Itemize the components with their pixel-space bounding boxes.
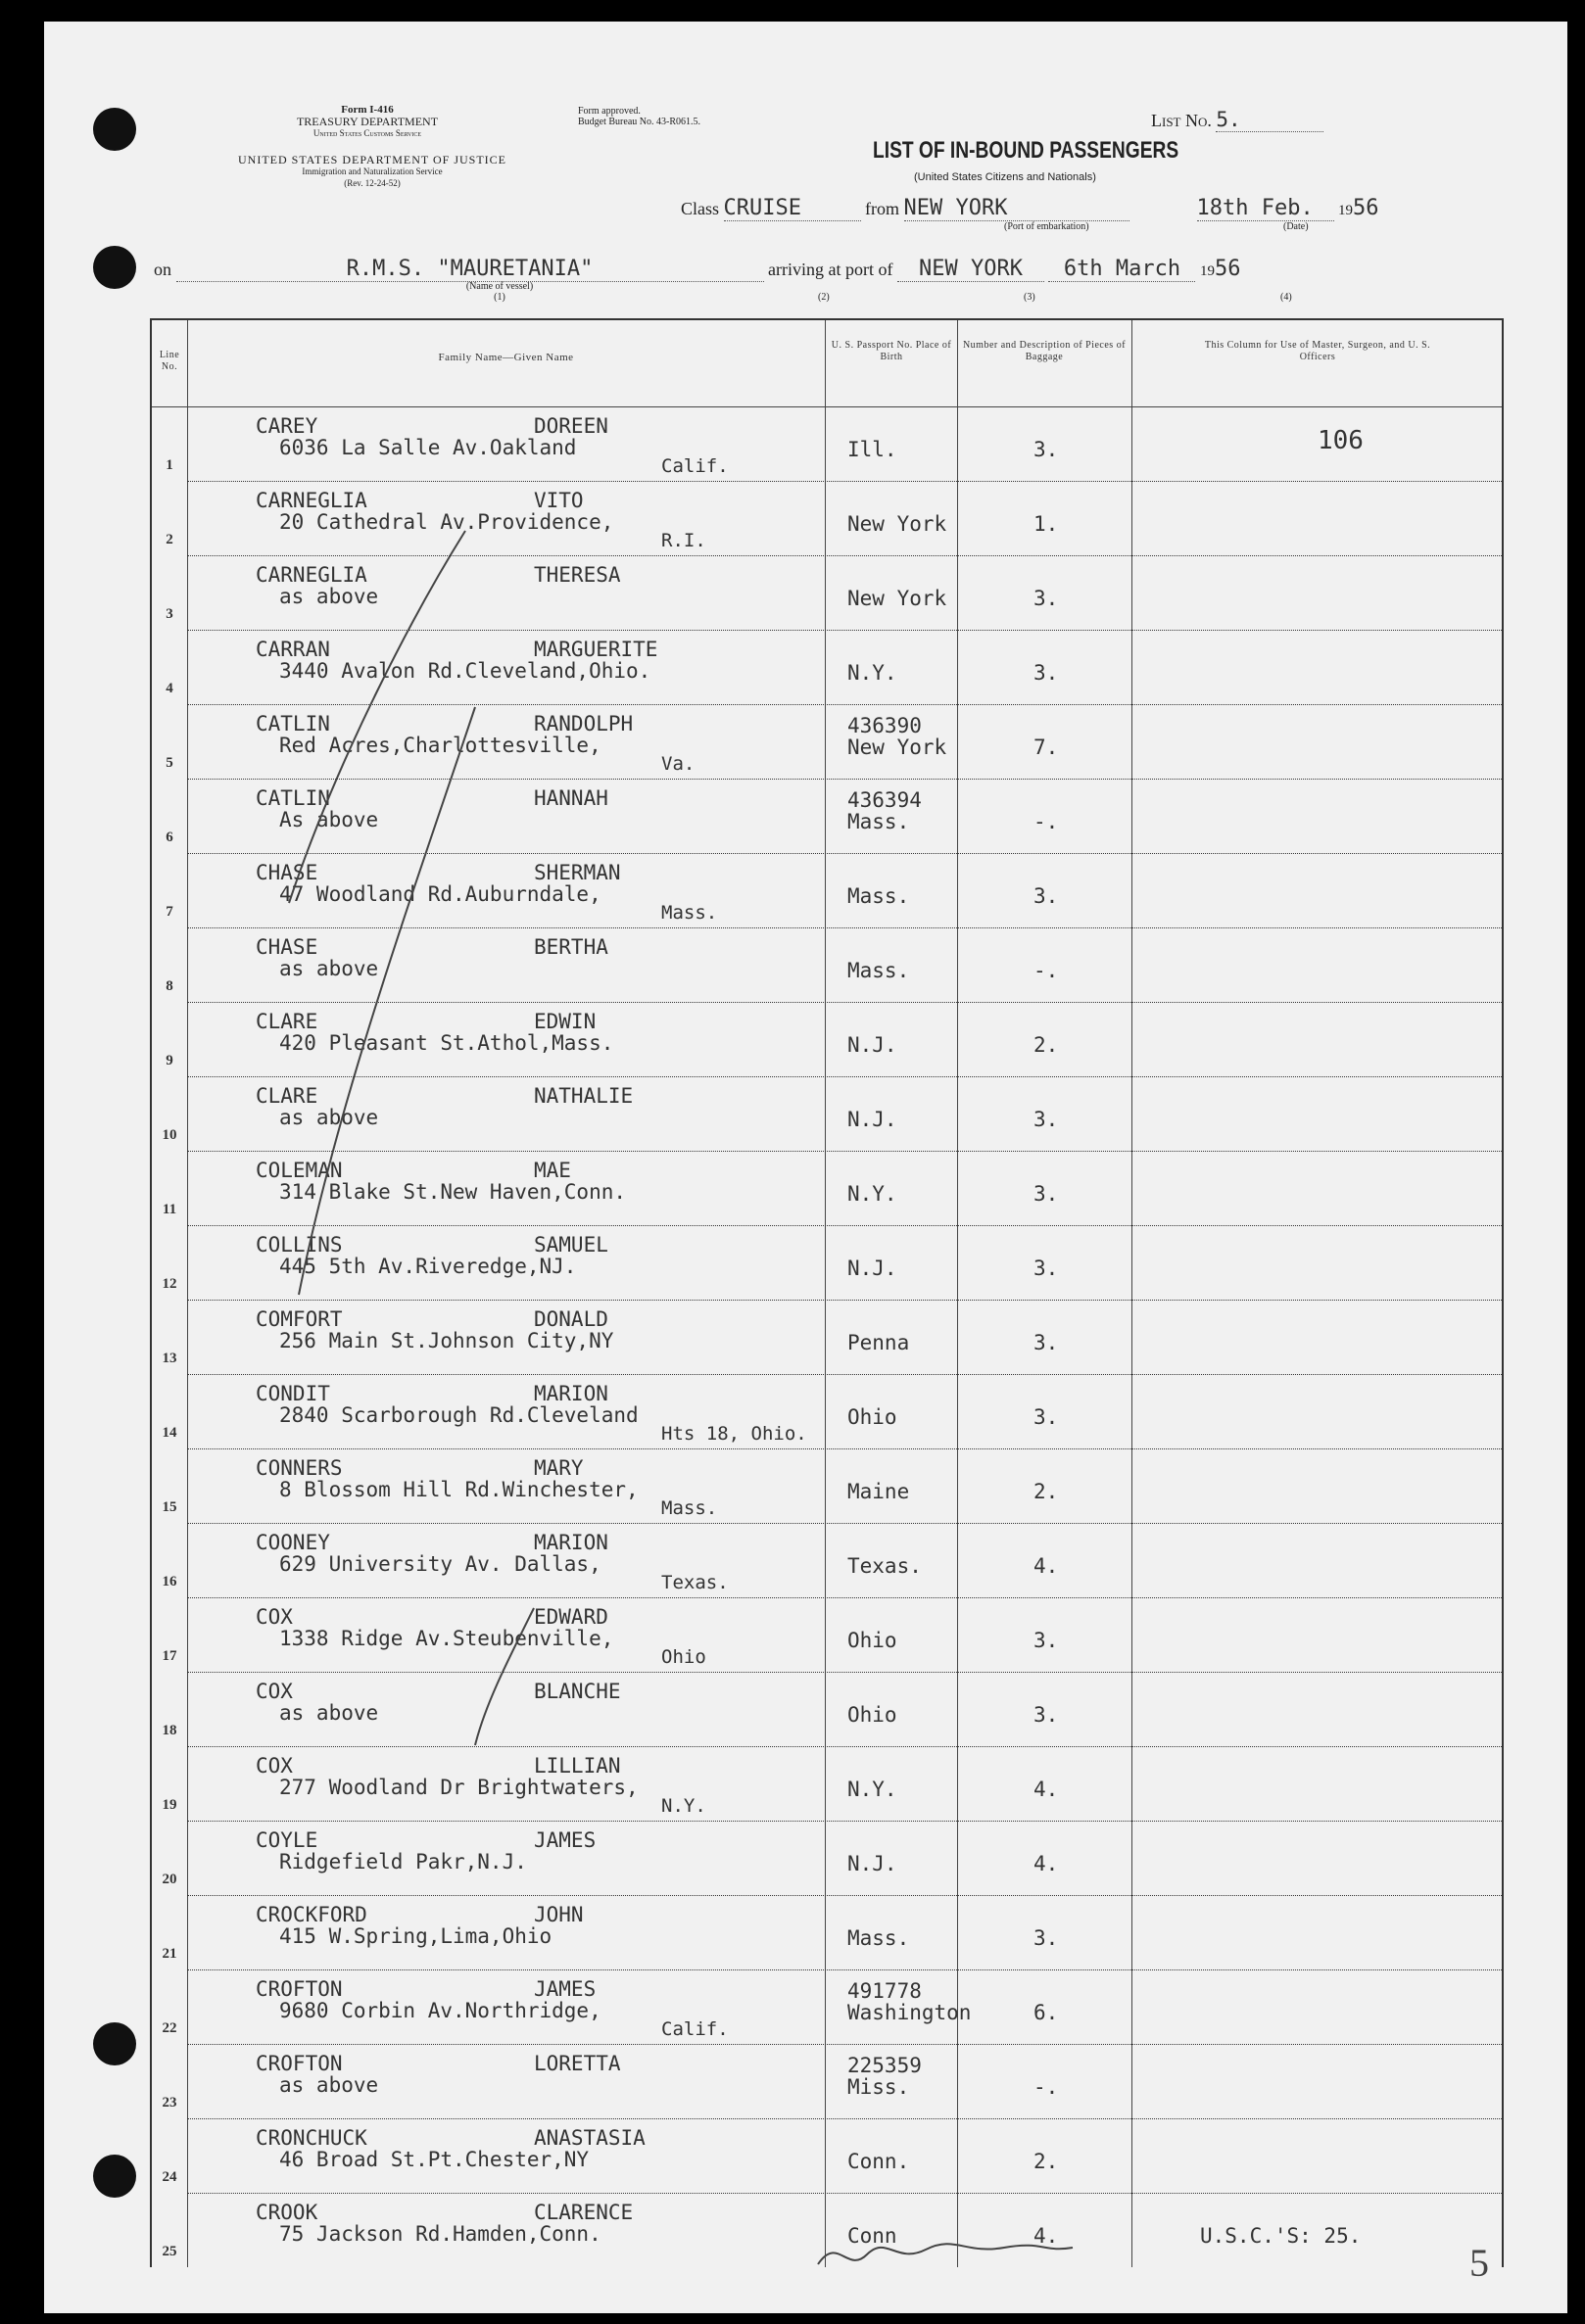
baggage-count: 3. bbox=[1033, 1926, 1059, 1950]
officer-note: U.S.C.'S: 25. bbox=[1200, 2224, 1362, 2248]
check-stroke bbox=[475, 1608, 534, 1745]
line-number: 12 bbox=[162, 1276, 177, 1292]
baggage-count: 2. bbox=[1033, 2150, 1059, 2173]
given-name: MARGUERITE bbox=[534, 638, 658, 661]
line-number: 7 bbox=[166, 904, 173, 920]
page-title: LIST OF IN-BOUND PASSENGERS bbox=[873, 137, 1179, 164]
family-name: CROCKFORD bbox=[256, 1903, 367, 1926]
col-header-name: Family Name—Given Name bbox=[438, 352, 574, 363]
given-name: EDWARD bbox=[534, 1605, 608, 1629]
given-name: THERESA bbox=[534, 563, 621, 587]
place-of-birth: N.Y. bbox=[847, 661, 897, 685]
place-of-birth: New York bbox=[847, 735, 947, 759]
col-num-4: (4) bbox=[1280, 292, 1292, 303]
place-of-birth: Ohio bbox=[847, 1629, 897, 1652]
justice-label: UNITED STATES DEPARTMENT OF JUSTICE bbox=[237, 153, 506, 166]
place-of-birth: New York bbox=[847, 587, 947, 610]
baggage-count: 7. bbox=[1033, 735, 1059, 759]
address-line-1: 415 W.Spring,Lima,Ohio bbox=[279, 1924, 552, 1948]
place-of-birth: Mass. bbox=[847, 884, 910, 908]
address-line-1: 256 Main St.Johnson City,NY bbox=[279, 1329, 614, 1352]
line-number: 8 bbox=[166, 978, 173, 994]
address-line-2: N.Y. bbox=[661, 1795, 706, 1817]
date-caption: (Date) bbox=[1283, 221, 1309, 232]
address-line-1: 420 Pleasant St.Athol,Mass. bbox=[279, 1031, 614, 1055]
given-name: JOHN bbox=[534, 1903, 584, 1926]
place-of-birth: N.Y. bbox=[847, 1778, 897, 1801]
form-number: Form I-416 bbox=[341, 104, 394, 116]
family-name: COMFORT bbox=[256, 1307, 343, 1331]
baggage-count: -. bbox=[1033, 959, 1059, 982]
family-name: CONDIT bbox=[256, 1382, 330, 1405]
given-name: MARY bbox=[534, 1456, 584, 1480]
family-name: CARNEGLIA bbox=[256, 563, 367, 587]
given-name: RANDOLPH bbox=[534, 712, 634, 735]
place-of-birth: Texas. bbox=[847, 1554, 922, 1578]
address-line-2: R.I. bbox=[661, 530, 706, 551]
baggage-count: 4. bbox=[1033, 1852, 1059, 1875]
place-of-birth: N.Y. bbox=[847, 1182, 897, 1206]
address-line-1: as above bbox=[279, 957, 379, 980]
line-number: 9 bbox=[166, 1053, 173, 1068]
passport-number: 491778 bbox=[847, 1979, 922, 2003]
customs-label: United States Customs Service bbox=[312, 128, 422, 138]
family-name: CARNEGLIA bbox=[256, 489, 367, 512]
address-line-1: as above bbox=[279, 1106, 379, 1129]
line-number: 16 bbox=[162, 1574, 177, 1589]
given-name: BLANCHE bbox=[534, 1680, 621, 1703]
given-name: CLARENCE bbox=[534, 2201, 634, 2224]
address-line-1: as above bbox=[279, 2073, 379, 2097]
given-name: ANASTASIA bbox=[534, 2126, 646, 2150]
baggage-count: 3. bbox=[1033, 438, 1059, 461]
class-label: Class bbox=[681, 199, 720, 218]
address-line-1: 277 Woodland Dr Brightwaters, bbox=[279, 1776, 639, 1799]
budget-bureau: Budget Bureau No. 43-R061.5. bbox=[578, 117, 700, 127]
year-prefix: 19 bbox=[1199, 263, 1215, 279]
baggage-count: 3. bbox=[1033, 1108, 1059, 1131]
address-line-2: Calif. bbox=[661, 2018, 729, 2040]
family-name: CATLIN bbox=[256, 786, 330, 810]
given-name: LILLIAN bbox=[534, 1754, 621, 1778]
family-name: COX bbox=[256, 1605, 293, 1629]
place-of-birth: Mass. bbox=[847, 810, 910, 833]
baggage-count: 3. bbox=[1033, 1703, 1059, 1727]
place-of-birth: Ill. bbox=[847, 438, 897, 461]
baggage-count: 4. bbox=[1033, 1778, 1059, 1801]
col-num-3: (3) bbox=[1024, 292, 1035, 303]
page-mark: 5 bbox=[1469, 2241, 1489, 2285]
col-header-passport: U. S. Passport No. Place of Birth bbox=[831, 340, 952, 362]
line-number: 13 bbox=[162, 1351, 177, 1366]
address-line-1: Ridgefield Pakr,N.J. bbox=[279, 1850, 527, 1873]
year-prefix: 19 bbox=[1338, 203, 1354, 218]
baggage-count: 6. bbox=[1033, 2001, 1059, 2024]
address-line-1: As above bbox=[279, 808, 379, 831]
family-name: CATLIN bbox=[256, 712, 330, 735]
treasury-label: TREASURY DEPARTMENT bbox=[296, 115, 439, 128]
given-name: BERTHA bbox=[534, 935, 608, 959]
place-of-birth: N.J. bbox=[847, 1852, 897, 1875]
ins-label: Immigration and Naturalization Service bbox=[302, 166, 443, 176]
family-name: COLLINS bbox=[256, 1233, 343, 1257]
family-name: CROFTON bbox=[256, 1977, 343, 2001]
line-number: 6 bbox=[166, 830, 173, 845]
page-subtitle: (United States Citizens and Nationals) bbox=[914, 171, 1096, 183]
vessel-name: R.M.S. "MAURETANIA" bbox=[176, 257, 764, 282]
place-of-birth: N.J. bbox=[847, 1033, 897, 1057]
baggage-count: 3. bbox=[1033, 1405, 1059, 1429]
address-line-2: Hts 18, Ohio. bbox=[661, 1423, 807, 1445]
family-name: CRONCHUCK bbox=[256, 2126, 367, 2150]
line-number: 19 bbox=[162, 1797, 177, 1813]
address-line-1: 3440 Avalon Rd.Cleveland,Ohio. bbox=[279, 659, 651, 683]
check-stroke bbox=[289, 531, 465, 903]
given-name: SHERMAN bbox=[534, 861, 621, 884]
given-name: MAE bbox=[534, 1159, 571, 1182]
given-name: JAMES bbox=[534, 1977, 597, 2001]
address-line-2: Va. bbox=[661, 753, 696, 775]
vessel-caption-text: (Name of vessel) bbox=[465, 281, 534, 292]
baggage-count: -. bbox=[1033, 810, 1059, 833]
line-number: 20 bbox=[162, 1872, 177, 1887]
address-line-1: 46 Broad St.Pt.Chester,NY bbox=[279, 2148, 590, 2171]
arrival-date: 6th March bbox=[1048, 257, 1195, 282]
line-number: 23 bbox=[162, 2095, 177, 2111]
document-sheet bbox=[44, 22, 1567, 2313]
baggage-count: -. bbox=[1033, 2075, 1059, 2099]
place-of-birth: Conn bbox=[847, 2224, 897, 2248]
family-name: COX bbox=[256, 1754, 293, 1778]
line-number: 1 bbox=[166, 457, 173, 473]
list-number-value: 5. bbox=[1216, 108, 1323, 132]
passport-number: 225359 bbox=[847, 2054, 922, 2077]
address-line-1: 20 Cathedral Av.Providence, bbox=[279, 510, 614, 534]
address-line-1: Red Acres,Charlottesville, bbox=[279, 734, 601, 757]
baggage-count: 1. bbox=[1033, 512, 1059, 536]
family-name: CLARE bbox=[256, 1084, 318, 1108]
family-name: COYLE bbox=[256, 1828, 318, 1852]
address-line-1: 314 Blake St.New Haven,Conn. bbox=[279, 1180, 627, 1204]
family-name: CONNERS bbox=[256, 1456, 343, 1480]
baggage-count: 3. bbox=[1033, 1331, 1059, 1354]
address-line-1: as above bbox=[279, 585, 379, 608]
family-name: CAREY bbox=[256, 414, 318, 438]
place-of-birth: Maine bbox=[847, 1480, 910, 1503]
family-name: COONEY bbox=[256, 1531, 330, 1554]
line-number: 21 bbox=[162, 1946, 177, 1962]
baggage-count: 3. bbox=[1033, 1182, 1059, 1206]
line-number: 14 bbox=[162, 1425, 177, 1441]
embark-date: 18th Feb. bbox=[1197, 196, 1334, 221]
line-number: 25 bbox=[162, 2244, 177, 2259]
line-number: 4 bbox=[166, 681, 173, 696]
col-header-officers: This Column for Use of Master, Surgeon, and U. S. Officers bbox=[1204, 340, 1431, 362]
address-line-1: 2840 Scarborough Rd.Cleveland bbox=[279, 1403, 639, 1427]
officer-note: 106 bbox=[1318, 426, 1364, 455]
col-header-line: Line No. bbox=[159, 350, 180, 372]
address-line-1: 445 5th Av.Riveredge,NJ. bbox=[279, 1255, 577, 1278]
given-name: EDWIN bbox=[534, 1010, 597, 1033]
line-number: 24 bbox=[162, 2169, 177, 2185]
line-number: 2 bbox=[166, 532, 173, 547]
place-of-birth: N.J. bbox=[847, 1108, 897, 1131]
handwriting-overlay bbox=[44, 22, 1567, 2313]
place-of-birth: Ohio bbox=[847, 1703, 897, 1727]
baggage-count: 4. bbox=[1033, 2224, 1059, 2248]
family-name: CHASE bbox=[256, 935, 318, 959]
given-name: JAMES bbox=[534, 1828, 597, 1852]
address-line-1: 629 University Av. Dallas, bbox=[279, 1552, 601, 1576]
baggage-count: 3. bbox=[1033, 884, 1059, 908]
line-number: 5 bbox=[166, 755, 173, 771]
place-of-birth: Miss. bbox=[847, 2075, 910, 2099]
signature-stroke bbox=[818, 2244, 1073, 2264]
from-label: from bbox=[865, 199, 900, 218]
form-approved: Form approved. bbox=[578, 106, 641, 117]
place-of-birth: New York bbox=[847, 512, 947, 536]
address-line-2: Mass. bbox=[661, 902, 718, 924]
address-line-2: Ohio bbox=[661, 1646, 706, 1668]
check-stroke bbox=[299, 707, 475, 1295]
place-of-birth: Mass. bbox=[847, 1926, 910, 1950]
given-name: DONALD bbox=[534, 1307, 608, 1331]
line-number: 15 bbox=[162, 1499, 177, 1515]
col-num-1: (1) bbox=[494, 292, 505, 303]
arrival-year: 56 bbox=[1214, 257, 1241, 281]
address-line-2: Mass. bbox=[661, 1497, 718, 1519]
given-name: MARION bbox=[534, 1382, 608, 1405]
place-of-birth: Penna bbox=[847, 1331, 910, 1354]
on-label: on bbox=[154, 260, 171, 279]
list-number-label: List No. bbox=[1151, 111, 1212, 130]
line-number: 11 bbox=[162, 1202, 177, 1217]
passport-number: 436394 bbox=[847, 788, 922, 812]
arrival-port: NEW YORK bbox=[897, 257, 1044, 282]
family-name: CROFTON bbox=[256, 2052, 343, 2075]
line-number: 10 bbox=[162, 1127, 177, 1143]
address-line-2: Texas. bbox=[661, 1572, 729, 1593]
place-of-birth: N.J. bbox=[847, 1257, 897, 1280]
given-name: NATHALIE bbox=[534, 1084, 634, 1108]
col-num-2: (2) bbox=[818, 292, 830, 303]
embark-year: 56 bbox=[1353, 196, 1379, 220]
given-name: SAMUEL bbox=[534, 1233, 608, 1257]
embark-port: NEW YORK bbox=[904, 196, 1129, 221]
baggage-count: 2. bbox=[1033, 1480, 1059, 1503]
address-line-1: 1338 Ridge Av.Steubenville, bbox=[279, 1627, 614, 1650]
baggage-count: 2. bbox=[1033, 1033, 1059, 1057]
address-line-1: 47 Woodland Rd.Auburndale, bbox=[279, 882, 601, 906]
given-name: DOREEN bbox=[534, 414, 608, 438]
place-of-birth: Conn. bbox=[847, 2150, 910, 2173]
family-name: CROOK bbox=[256, 2201, 318, 2224]
place-of-birth: Mass. bbox=[847, 959, 910, 982]
baggage-count: 3. bbox=[1033, 587, 1059, 610]
line-number: 22 bbox=[162, 2020, 177, 2036]
family-name: CHASE bbox=[256, 861, 318, 884]
given-name: MARION bbox=[534, 1531, 608, 1554]
family-name: CARRAN bbox=[256, 638, 330, 661]
port-caption: (Port of embarkation) bbox=[1004, 221, 1089, 232]
address-line-1: as above bbox=[279, 1701, 379, 1725]
line-number: 18 bbox=[162, 1723, 177, 1738]
place-of-birth: Washington bbox=[847, 2001, 972, 2024]
arriving-label: arriving at port of bbox=[768, 260, 893, 279]
family-name: COX bbox=[256, 1680, 293, 1703]
given-name: VITO bbox=[534, 489, 584, 512]
given-name: HANNAH bbox=[534, 786, 608, 810]
baggage-count: 3. bbox=[1033, 1629, 1059, 1652]
family-name: COLEMAN bbox=[256, 1159, 343, 1182]
line-number: 3 bbox=[166, 606, 173, 622]
family-name: CLARE bbox=[256, 1010, 318, 1033]
passport-number: 436390 bbox=[847, 714, 922, 737]
class-value: CRUISE bbox=[724, 196, 861, 221]
given-name: LORETTA bbox=[534, 2052, 621, 2075]
address-line-1: 75 Jackson Rd.Hamden,Conn. bbox=[279, 2222, 601, 2246]
line-number: 17 bbox=[162, 1648, 177, 1664]
address-line-1: 6036 La Salle Av.Oakland bbox=[279, 436, 577, 459]
address-line-2: Calif. bbox=[661, 455, 729, 477]
col-header-baggage: Number and Description of Pieces of Baggage bbox=[962, 340, 1127, 362]
place-of-birth: Ohio bbox=[847, 1405, 897, 1429]
address-line-1: 9680 Corbin Av.Northridge, bbox=[279, 1999, 601, 2022]
baggage-count: 3. bbox=[1033, 661, 1059, 685]
baggage-count: 4. bbox=[1033, 1554, 1059, 1578]
baggage-count: 3. bbox=[1033, 1257, 1059, 1280]
address-line-1: 8 Blossom Hill Rd.Winchester, bbox=[279, 1478, 639, 1501]
rev-label: (Rev. 12-24-52) bbox=[344, 178, 401, 188]
